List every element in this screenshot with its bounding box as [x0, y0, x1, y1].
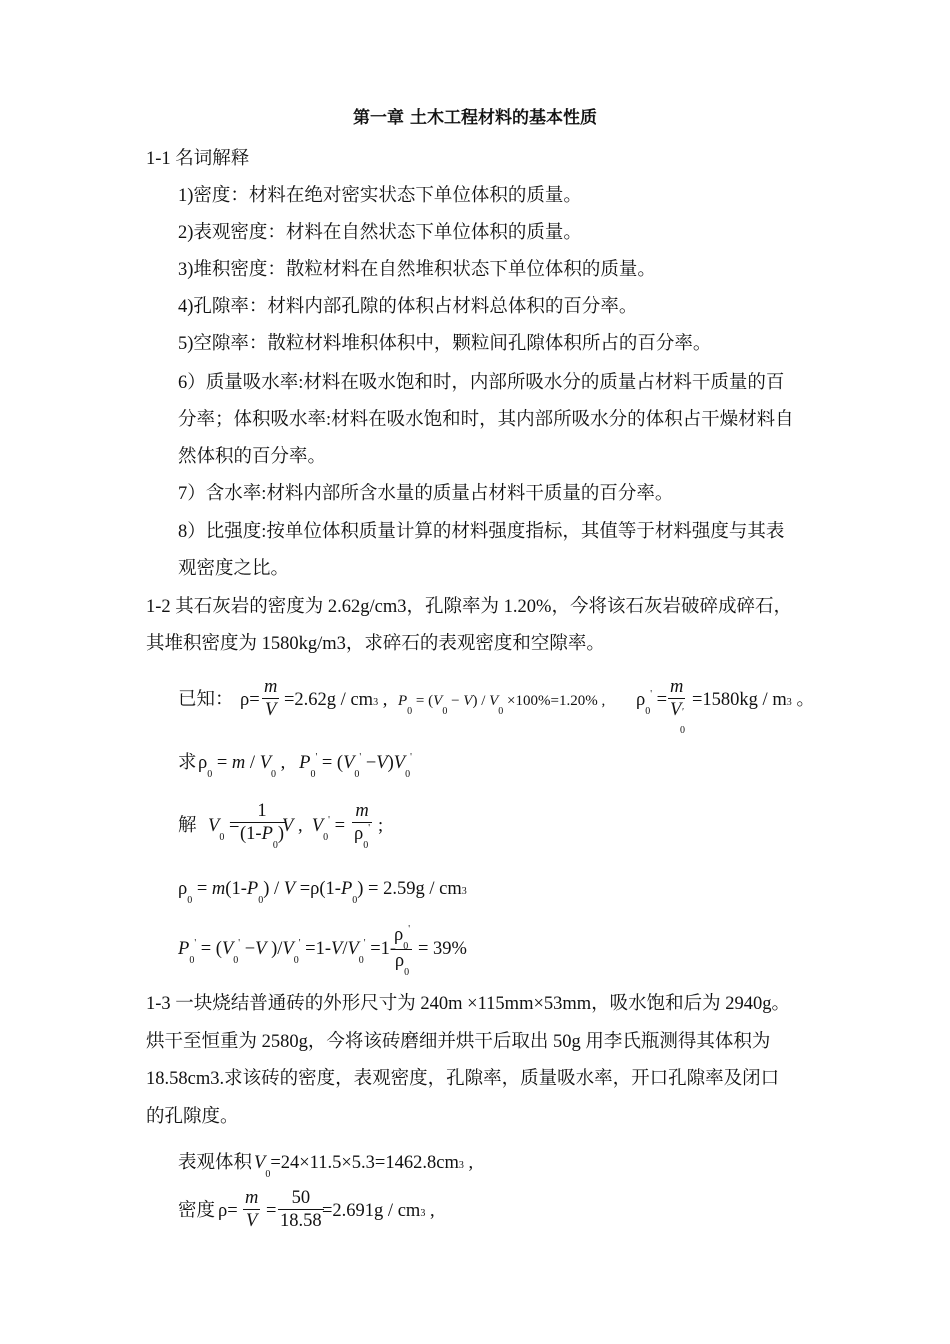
problem-1-2-text: 1-2 其石灰岩的密度为 2.62g/cm3，孔隙率为 1.20%，今将该石灰岩破碎成碎石， — [146, 597, 792, 617]
problem-1-2-text: 其堆积密度为 1580kg/m3，求碎石的表观密度和空隙率。 — [146, 634, 605, 654]
problem-1-3-text: 18.58cm3.求该砖的密度，表观密度，孔隙率，质量吸水率，开口孔隙率及闭口 — [146, 1069, 780, 1089]
definition-item: 6）质量吸水率:材料在吸水饱和时，内部所吸水分的质量占材料干质量的百 — [178, 373, 785, 393]
solve-label: 解 — [178, 816, 197, 836]
problem-1-3-text: 1-3 一块烧结普通砖的外形尺寸为 240m ×115mm×53mm，吸水饱和后为 2940g。 — [146, 994, 791, 1014]
definition-item: 4)孔隙率：材料内部孔隙的体积占材料总体积的百分率。 — [178, 297, 638, 317]
definition-item: 2)表观密度：材料在自然状态下单位体积的质量。 — [178, 223, 582, 243]
definition-item: 8）比强度:按单位体积质量计算的材料强度指标，其值等于材料强度与其表 — [178, 522, 785, 542]
definition-item: 3)堆积密度：散粒材料在自然堆积状态下单位体积的质量。 — [178, 260, 656, 280]
density-label: 密度 — [178, 1201, 216, 1221]
ask-label: 求 — [178, 753, 197, 773]
definition-item-cont: 观密度之比。 — [178, 559, 290, 579]
definition-item: 1)密度：材料在绝对密实状态下单位体积的质量。 — [178, 186, 582, 206]
definition-item-cont: 分率；体积吸水率:材料在吸水饱和时，其内部所吸水分的体积占干燥材料自 — [178, 410, 794, 430]
chapter-title: 第一章 土木工程材料的基本性质 — [353, 108, 597, 128]
problem-1-3-text: 烘干至恒重为 2580g，今将该砖磨细并烘干后取出 50g 用李氏瓶测得其体积为 — [146, 1032, 771, 1052]
definition-item: 7）含水率:材料内部所含水量的质量占材料干质量的百分率。 — [178, 484, 674, 504]
known-label: 已知： — [178, 690, 234, 710]
volume-label: 表观体积 — [178, 1153, 253, 1173]
section-heading-1-1: 1-1 名词解释 — [146, 149, 250, 169]
definition-item-cont: 然体积的百分率。 — [178, 447, 327, 467]
definition-item: 5)空隙率：散粒材料堆积体积中，颗粒间孔隙体积所占的百分率。 — [178, 334, 712, 354]
problem-1-3-text: 的孔隙度。 — [146, 1107, 239, 1127]
